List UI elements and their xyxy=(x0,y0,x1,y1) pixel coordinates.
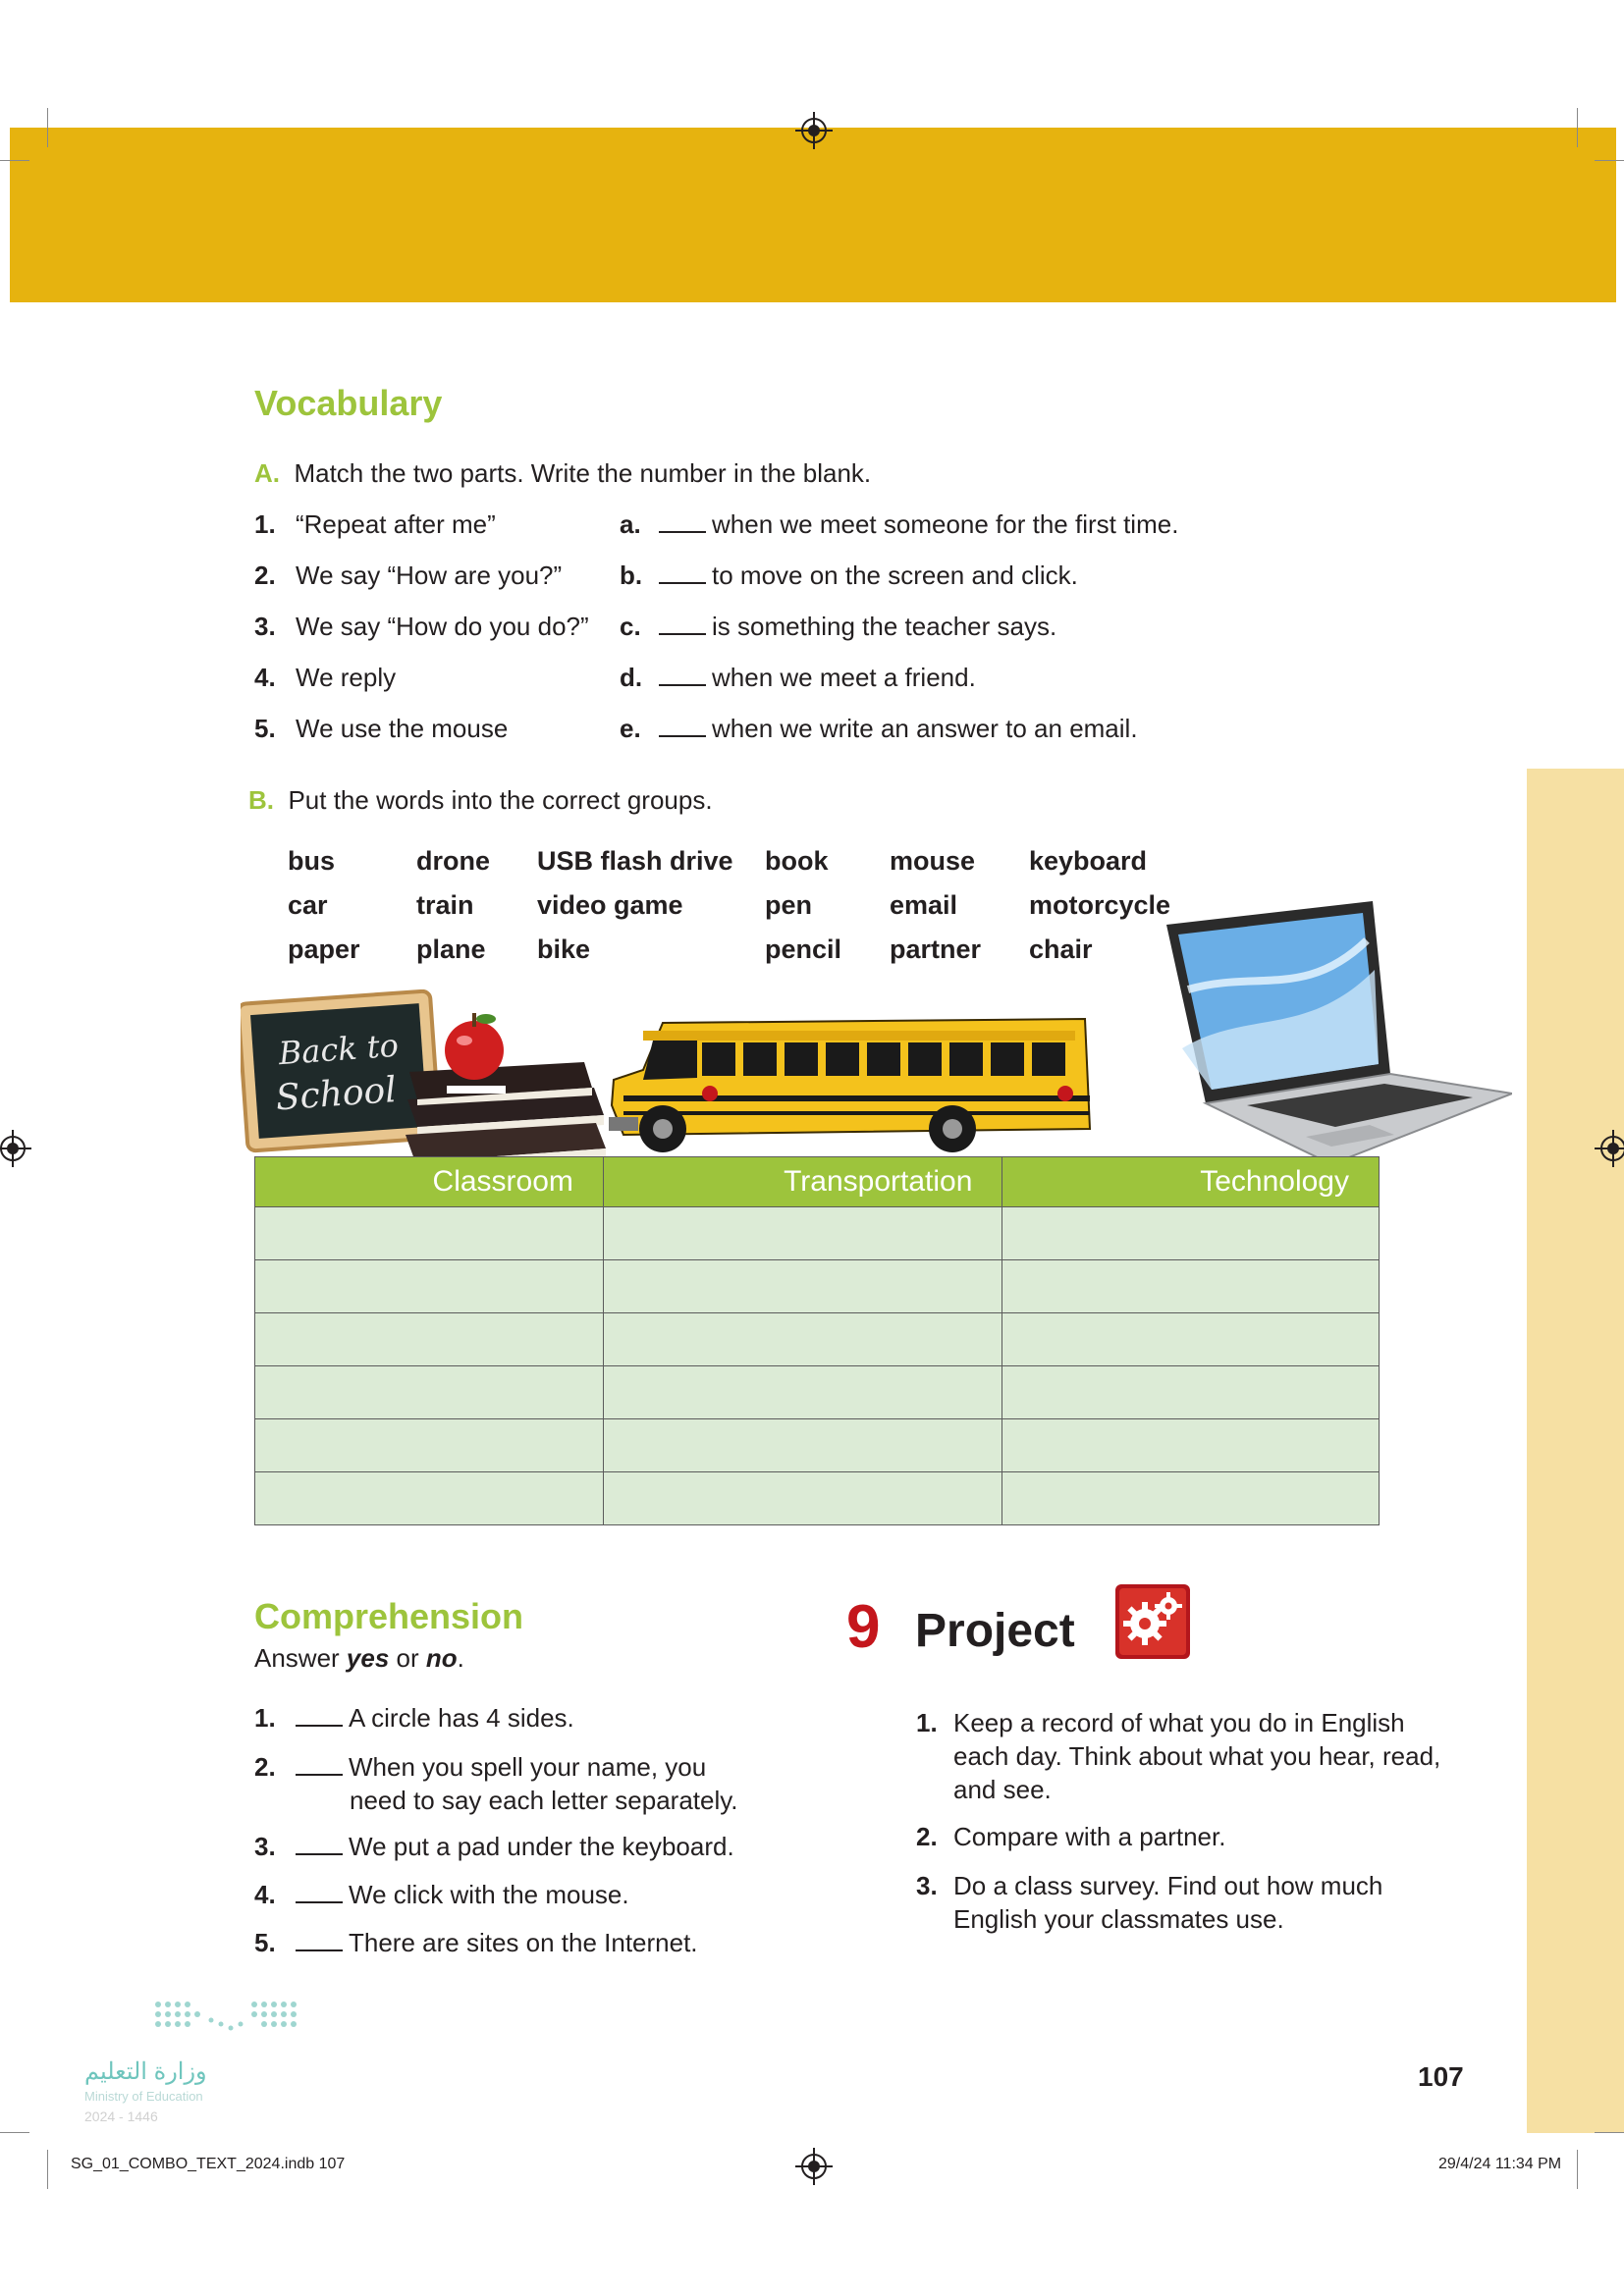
crop-mark xyxy=(1595,2132,1624,2133)
vocabulary-heading: Vocabulary xyxy=(254,383,443,423)
crop-mark xyxy=(0,160,29,161)
list-item: e. when we write an answer to an email. xyxy=(620,714,1138,743)
word-bank-word: email xyxy=(890,890,958,920)
word-bank-word: pen xyxy=(765,890,813,920)
word-bank-word: mouse xyxy=(890,846,976,876)
ministry-year: 2024 - 1446 xyxy=(84,2109,158,2124)
word-bank-column xyxy=(1029,846,1170,979)
table-row xyxy=(255,1260,1380,1313)
table-row xyxy=(255,1207,1380,1260)
word-bank-word: pencil xyxy=(765,934,842,964)
list-item: 1. Keep a record of what you do in English each day. Think about what you hear, read, and see. xyxy=(916,1708,1441,1804)
crop-mark xyxy=(1595,160,1624,161)
footer-date: 29/4/24 11:34 PM xyxy=(1438,2156,1562,2172)
table-header-classroom: Classroom xyxy=(255,1157,604,1207)
word-bank-column xyxy=(288,846,360,979)
chalkboard-line-2: School xyxy=(274,1070,399,1119)
word-bank-word: USB flash drive xyxy=(537,846,733,876)
word-bank-column xyxy=(416,846,490,979)
answer-cell[interactable] xyxy=(1002,1366,1380,1419)
answer-cell[interactable] xyxy=(603,1207,1001,1260)
crop-mark xyxy=(47,2150,48,2189)
list-item: 4. We reply xyxy=(254,663,397,692)
word-bank-word: keyboard xyxy=(1029,846,1148,876)
project-title: Project xyxy=(915,1605,1075,1657)
registration-mark-bottom xyxy=(801,2154,827,2179)
list-item: c. is something the teacher says. xyxy=(620,612,1057,641)
word-bank-word: bike xyxy=(537,934,591,964)
word-groups-table xyxy=(254,1156,1380,1525)
ministry-english: Ministry of Education xyxy=(84,2089,203,2104)
project-number: 9 xyxy=(846,1593,881,1661)
list-item: 1. “Repeat after me” xyxy=(254,509,496,539)
list-item: 3. Do a class survey. Find out how much English your classmates use. xyxy=(916,1871,1383,1934)
answer-blank[interactable] xyxy=(659,513,706,533)
word-bank-word: drone xyxy=(416,846,491,876)
page-number: 107 xyxy=(1418,2061,1464,2092)
answer-cell[interactable] xyxy=(255,1260,604,1313)
list-item: 2. When you spell your name, you xyxy=(254,1752,707,1782)
list-item: 4. We click with the mouse. xyxy=(254,1880,629,1909)
footer-file-info: SG_01_COMBO_TEXT_2024.indb 107 xyxy=(71,2156,346,2172)
crop-mark xyxy=(1577,108,1578,147)
match-right-column xyxy=(620,507,1178,763)
answer-cell[interactable] xyxy=(1002,1207,1380,1260)
list-item: 5. We use the mouse xyxy=(254,714,509,743)
table-row xyxy=(255,1419,1380,1472)
word-bank-column xyxy=(765,846,841,979)
word-bank-word: car xyxy=(288,890,328,920)
list-item: 3. We put a pad under the keyboard. xyxy=(254,1832,734,1861)
answer-cell[interactable] xyxy=(603,1419,1001,1472)
registration-mark-left xyxy=(0,1136,26,1161)
answer-blank[interactable] xyxy=(296,1932,343,1951)
apple xyxy=(445,1013,504,1080)
answer-cell[interactable] xyxy=(1002,1313,1380,1366)
exercise-b-instruction xyxy=(248,783,713,817)
exercise-a-instruction xyxy=(254,456,871,490)
school-bus-illustration xyxy=(604,1011,1095,1158)
word-bank-word: chair xyxy=(1029,934,1093,964)
word-bank-column xyxy=(537,846,733,979)
header-banner xyxy=(10,128,1616,302)
answer-blank[interactable] xyxy=(659,615,706,635)
answer-blank[interactable] xyxy=(296,1836,343,1855)
table-row xyxy=(255,1472,1380,1525)
list-item: a. when we meet someone for the first time. xyxy=(620,509,1179,539)
word-bank-word: bus xyxy=(288,846,336,876)
answer-cell[interactable] xyxy=(1002,1472,1380,1525)
answer-blank[interactable] xyxy=(659,564,706,584)
chalk xyxy=(447,1086,506,1094)
word-bank-word: motorcycle xyxy=(1029,890,1171,920)
answer-blank[interactable] xyxy=(296,1756,343,1776)
list-item: b. to move on the screen and click. xyxy=(620,561,1078,590)
word-bank-word: video game xyxy=(537,890,683,920)
answer-cell[interactable] xyxy=(603,1366,1001,1419)
exercise-b-letter: B. xyxy=(248,785,274,815)
chalkboard-line-1: Back to xyxy=(277,1026,401,1073)
comprehension-heading: Comprehension xyxy=(254,1596,524,1636)
answer-blank[interactable] xyxy=(659,718,706,737)
ministry-logo-icon xyxy=(152,1999,299,2042)
answer-cell[interactable] xyxy=(603,1260,1001,1313)
list-item: 1. A circle has 4 sides. xyxy=(254,1703,574,1733)
answer-cell[interactable] xyxy=(255,1419,604,1472)
answer-cell[interactable] xyxy=(1002,1260,1380,1313)
answer-cell[interactable] xyxy=(255,1313,604,1366)
list-item: 2. We say “How are you?” xyxy=(254,561,563,590)
laptop-illustration xyxy=(1159,901,1512,1168)
exercise-a-text: Match the two parts. Write the number in the blank. xyxy=(294,458,872,488)
table-row xyxy=(255,1313,1380,1366)
table-header-transportation: Transportation xyxy=(603,1157,1001,1207)
comprehension-instruction: Answer yes or no. xyxy=(254,1643,464,1673)
word-bank-column xyxy=(890,846,981,979)
list-item: 3. We say “How do you do?” xyxy=(254,612,589,641)
registration-mark-top xyxy=(801,118,827,143)
answer-cell[interactable] xyxy=(255,1207,604,1260)
gears-icon xyxy=(1115,1584,1190,1659)
list-item: 2. Compare with a partner. xyxy=(916,1822,1226,1851)
book-stack xyxy=(406,1062,606,1166)
crop-mark xyxy=(1577,2150,1578,2189)
list-item-continuation: need to say each letter separately. xyxy=(350,1786,738,1815)
crop-mark xyxy=(47,108,48,147)
answer-cell[interactable] xyxy=(1002,1419,1380,1472)
word-bank-word: plane xyxy=(416,934,486,964)
word-bank-word: book xyxy=(765,846,829,876)
table-row xyxy=(255,1366,1380,1419)
answer-cell[interactable] xyxy=(255,1472,604,1525)
answer-blank[interactable] xyxy=(296,1884,343,1903)
crop-mark xyxy=(0,2132,29,2133)
table-header-technology: Technology xyxy=(1002,1157,1380,1207)
registration-mark-right xyxy=(1600,1136,1624,1161)
back-to-school-illustration xyxy=(241,989,614,1166)
word-bank-word: paper xyxy=(288,934,360,964)
answer-blank[interactable] xyxy=(296,1707,343,1727)
list-item: 5. There are sites on the Internet. xyxy=(254,1928,698,1957)
answer-cell[interactable] xyxy=(603,1313,1001,1366)
exercise-a-letter: A. xyxy=(254,458,280,488)
answer-cell[interactable] xyxy=(255,1366,604,1419)
match-left-column xyxy=(254,507,589,763)
answer-cell[interactable] xyxy=(603,1472,1001,1525)
word-bank-word: partner xyxy=(890,934,982,964)
answer-blank[interactable] xyxy=(659,667,706,686)
exercise-b-text: Put the words into the correct groups. xyxy=(288,785,713,815)
list-item: d. when we meet a friend. xyxy=(620,663,976,692)
ministry-arabic: وزارة التعليم xyxy=(84,2058,207,2085)
side-color-strip xyxy=(1527,769,1624,2133)
word-bank-word: train xyxy=(416,890,474,920)
